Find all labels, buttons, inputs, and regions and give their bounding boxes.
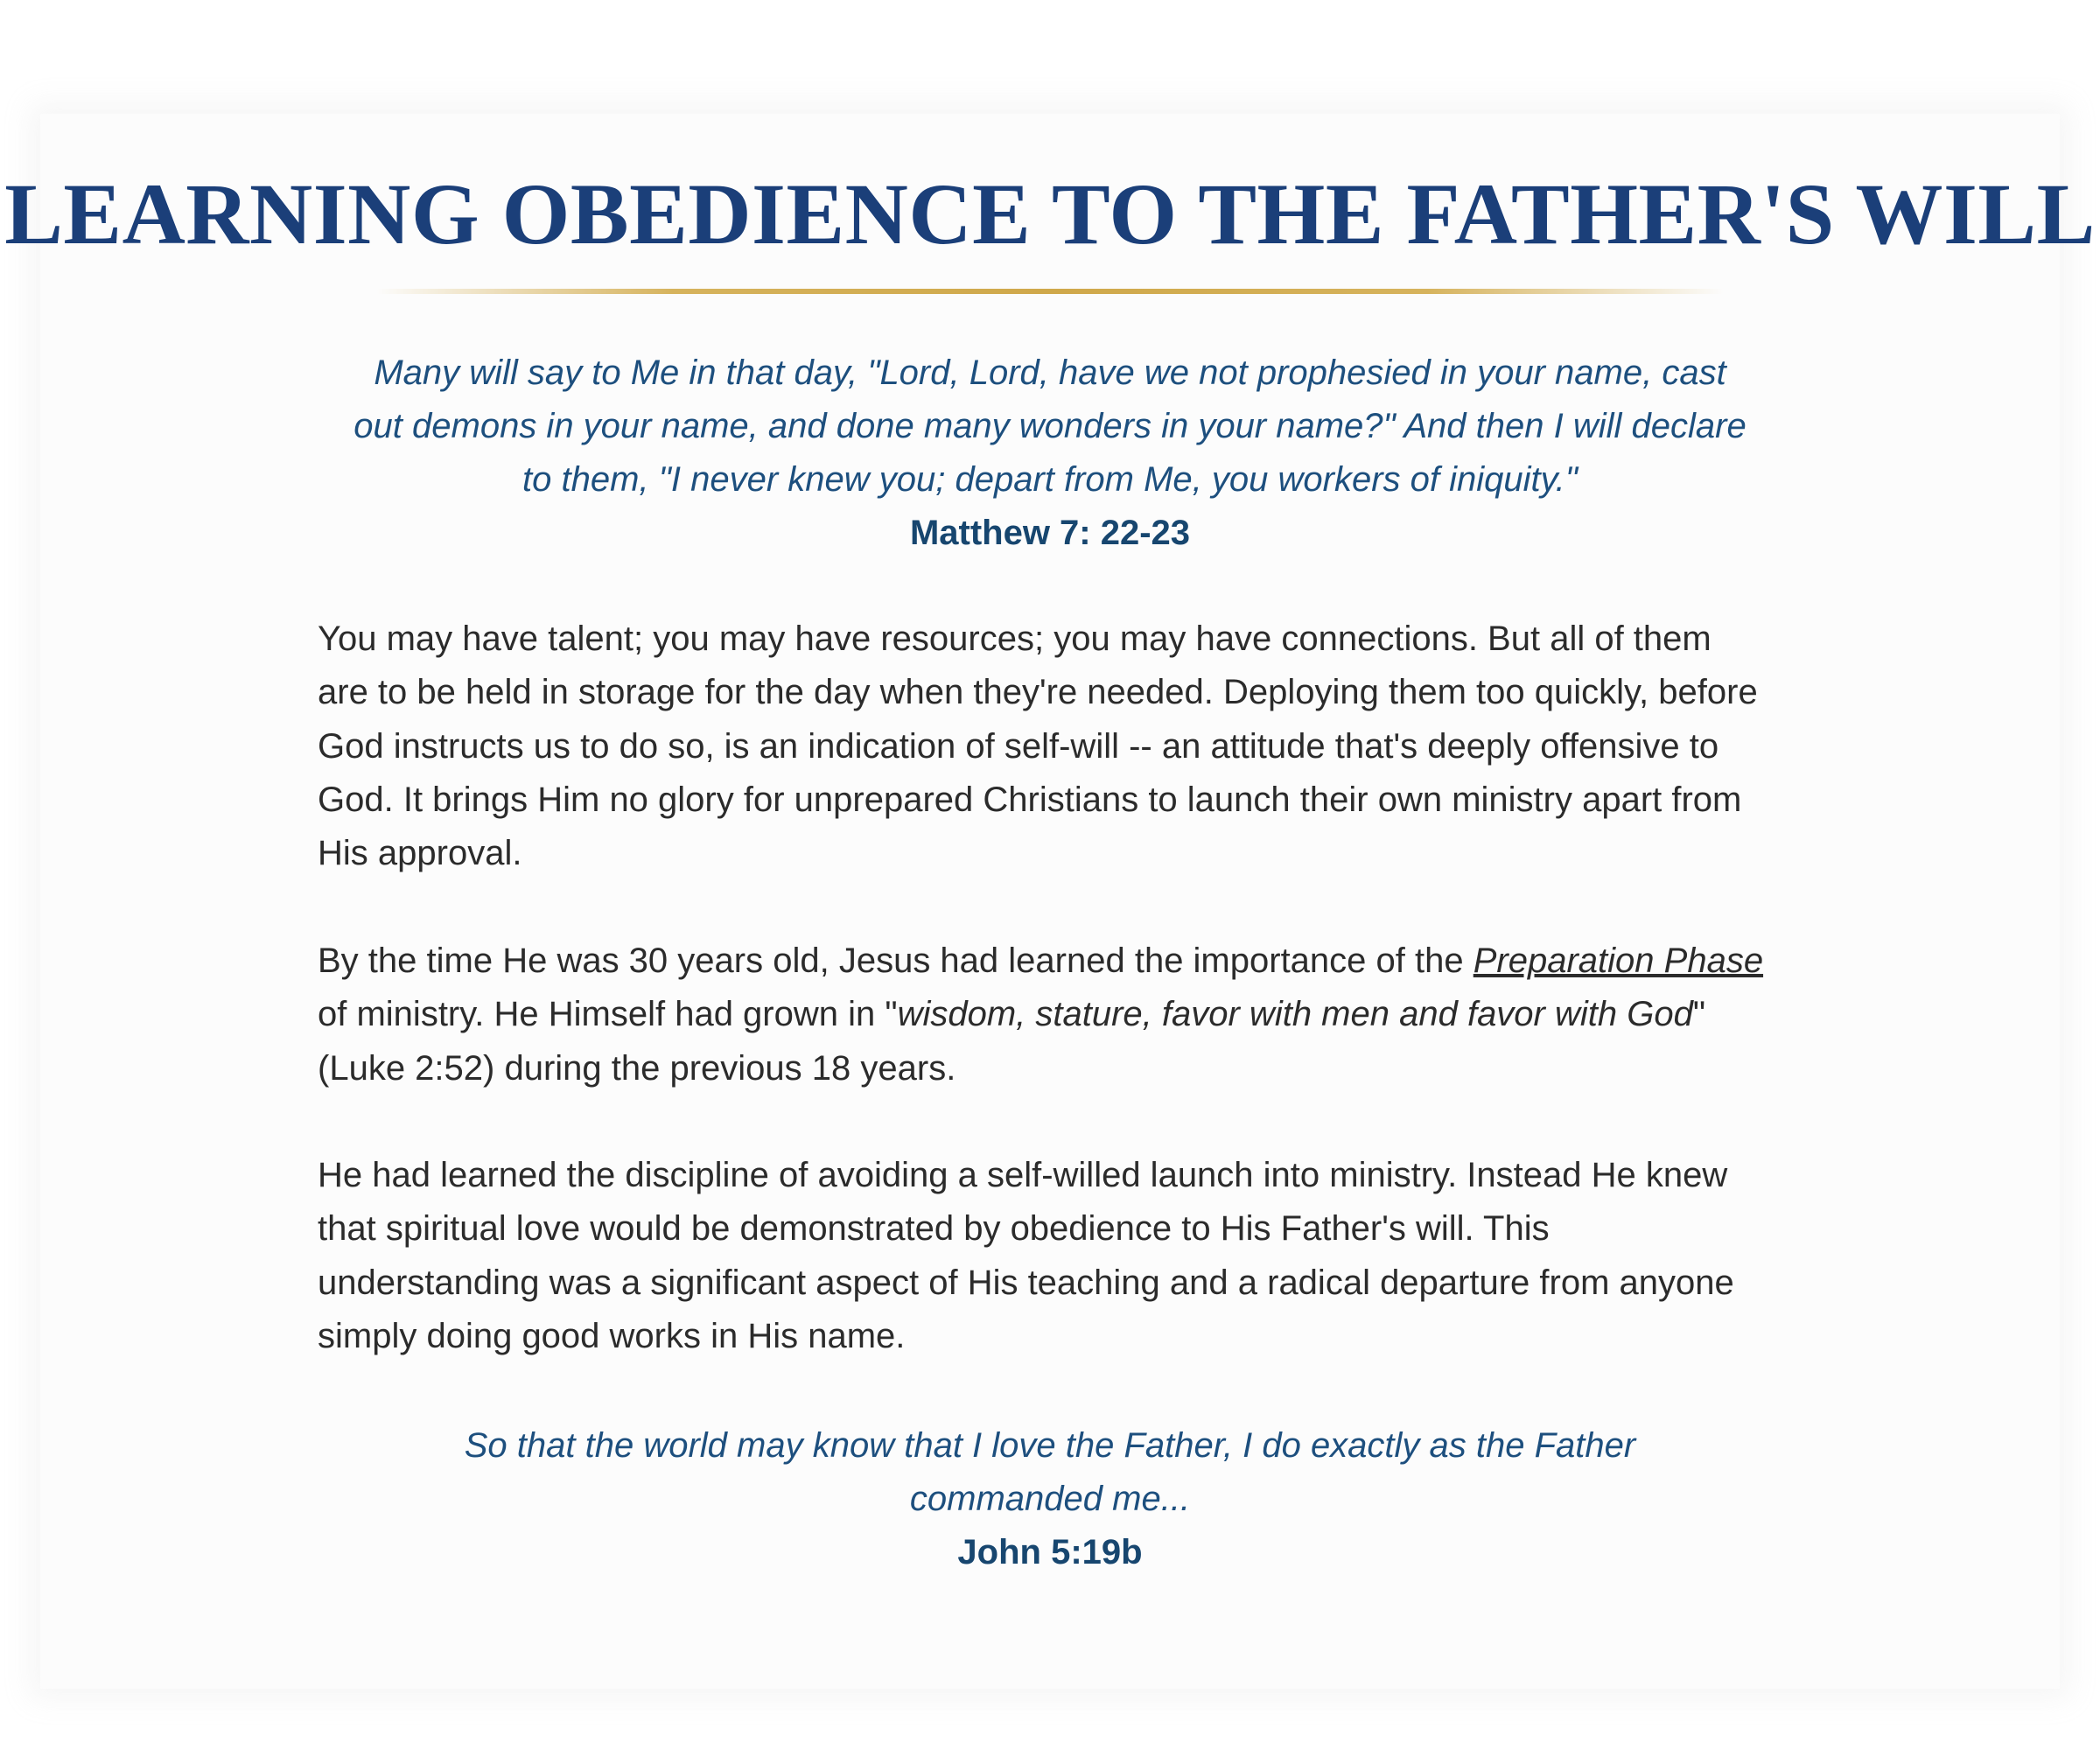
preparation-phase-link[interactable]: Preparation Phase [1473, 942, 1764, 980]
page-title: LEARNING OBEDIENCE TO THE FATHER'S WILL [4, 165, 2096, 262]
quote-text: Many will say to Me in that day, "Lord, Lord, have we not prophesied in your name, cast out demons in your name, and done many wonders in your name?" And then I will declare to them, "I never knew you; depart from Me, you workers of iniquity." [354, 354, 1746, 499]
paragraph-2-text: of ministry. He Himself had grown in " [318, 995, 898, 1034]
body-paragraph-3: He had learned the discipline of avoiding a self-willed launch into ministry. Instead He knew that spiritual love would be demonstrated by obedience to His Father's will. This understanding was a significant aspect of His teaching and a radical departure from anyone simply doing good works in His name. [318, 1156, 1734, 1355]
body-paragraph-2 [318, 934, 1770, 1096]
paragraph-2-text: " (Luke 2:52) during the previous 18 years. [318, 995, 1706, 1088]
paragraph-2-text: By the time He was 30 years old, Jesus had learned the importance of the [318, 942, 1474, 980]
body-paragraph-1: You may have talent; you may have resources; you may have connections. But all of them are to be held in storage for the day when they're needed. Deploying them too quickly, before God instructs us to do so, is an indication of self-will -- an attitude that's deeply offensive to God. It brings Him no glory for unprepared Christians to launch their own ministry apart from His approval. [318, 620, 1758, 873]
luke-quotation: wisdom, stature, favor with men and favor with God [897, 995, 1693, 1034]
scripture-quote-matthew [350, 346, 1750, 560]
title-divider [376, 289, 1724, 294]
quote-reference: Matthew 7: 22-23 [909, 514, 1191, 552]
scripture-quote-john [385, 1419, 1715, 1579]
quote-text: So that the world may know that I love the Father, I do exactly as the Father commanded me... [464, 1426, 1636, 1518]
quote-reference: John 5:19b [957, 1533, 1143, 1572]
